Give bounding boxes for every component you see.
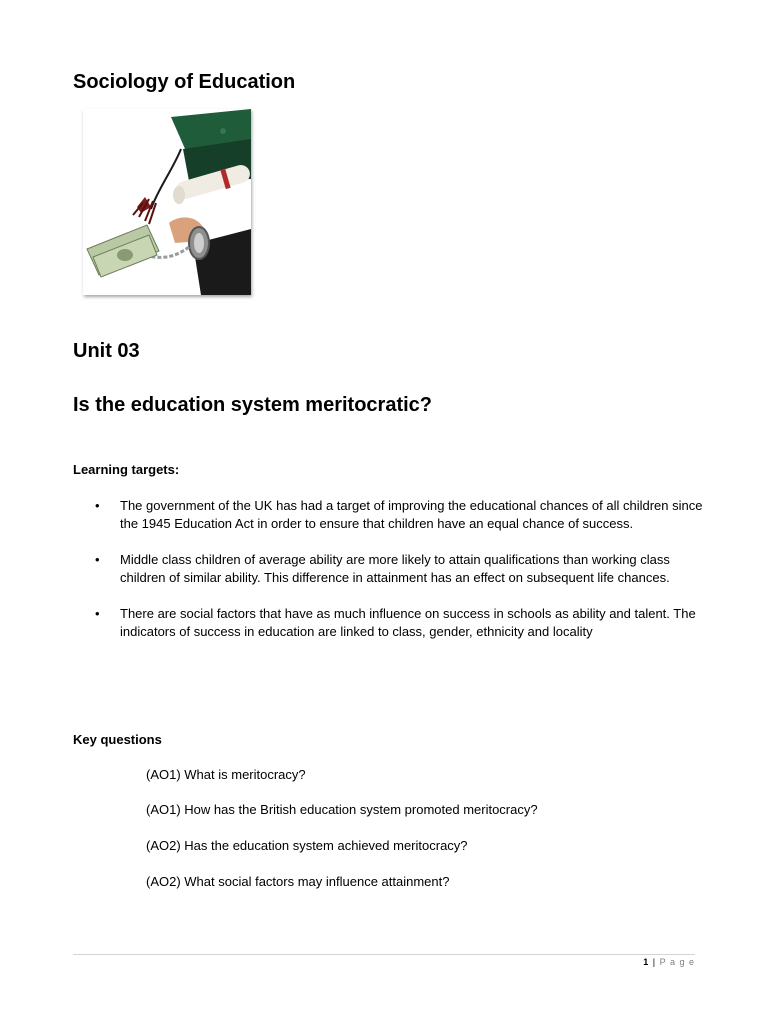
unit-heading: Unit 03: [73, 340, 140, 362]
bullet-icon: •: [95, 606, 100, 621]
learning-target-text: Middle class children of average ability are more likely to attain qualifications than working class children of similar ability. This difference in attainment has an effect on subsequent life chances.: [120, 552, 670, 585]
learning-target-item: [73, 497, 703, 533]
footer-divider: [73, 954, 695, 955]
education-money-image: [83, 109, 251, 295]
key-question-item: (AO2) What social factors may influence attainment?: [146, 874, 450, 889]
learning-targets-heading: Learning targets:: [73, 462, 180, 477]
bullet-icon: •: [95, 552, 100, 567]
key-question-item: (AO1) How has the British education system promoted meritocracy?: [146, 802, 538, 817]
main-question-heading: Is the education system meritocratic?: [73, 394, 433, 416]
footer-separator: |: [652, 957, 657, 967]
learning-targets-list: [73, 497, 703, 659]
page-number: 1: [643, 957, 650, 967]
key-question-item: (AO1) What is meritocracy?: [146, 767, 306, 782]
document-title: Sociology of Education: [73, 71, 296, 93]
page-footer: [643, 956, 695, 968]
learning-target-text: The government of the UK has had a target of improving the educational chances of all children since the 1945 Education Act in order to ensure that children have an equal chance of success.: [120, 498, 703, 531]
page-label: P a g e: [659, 957, 695, 967]
key-questions-heading: Key questions: [73, 732, 162, 747]
learning-target-item: [73, 605, 703, 641]
bullet-icon: •: [95, 498, 100, 513]
key-question-item: (AO2) Has the education system achieved meritocracy?: [146, 838, 468, 853]
learning-target-item: [73, 551, 703, 587]
graduation-cap-handcuffed-money-illustration: [83, 109, 251, 295]
learning-target-text: There are social factors that have as much influence on success in schools as ability and talent. The indicators of success in education are linked to class, gender, ethnicity and locality: [120, 606, 696, 639]
